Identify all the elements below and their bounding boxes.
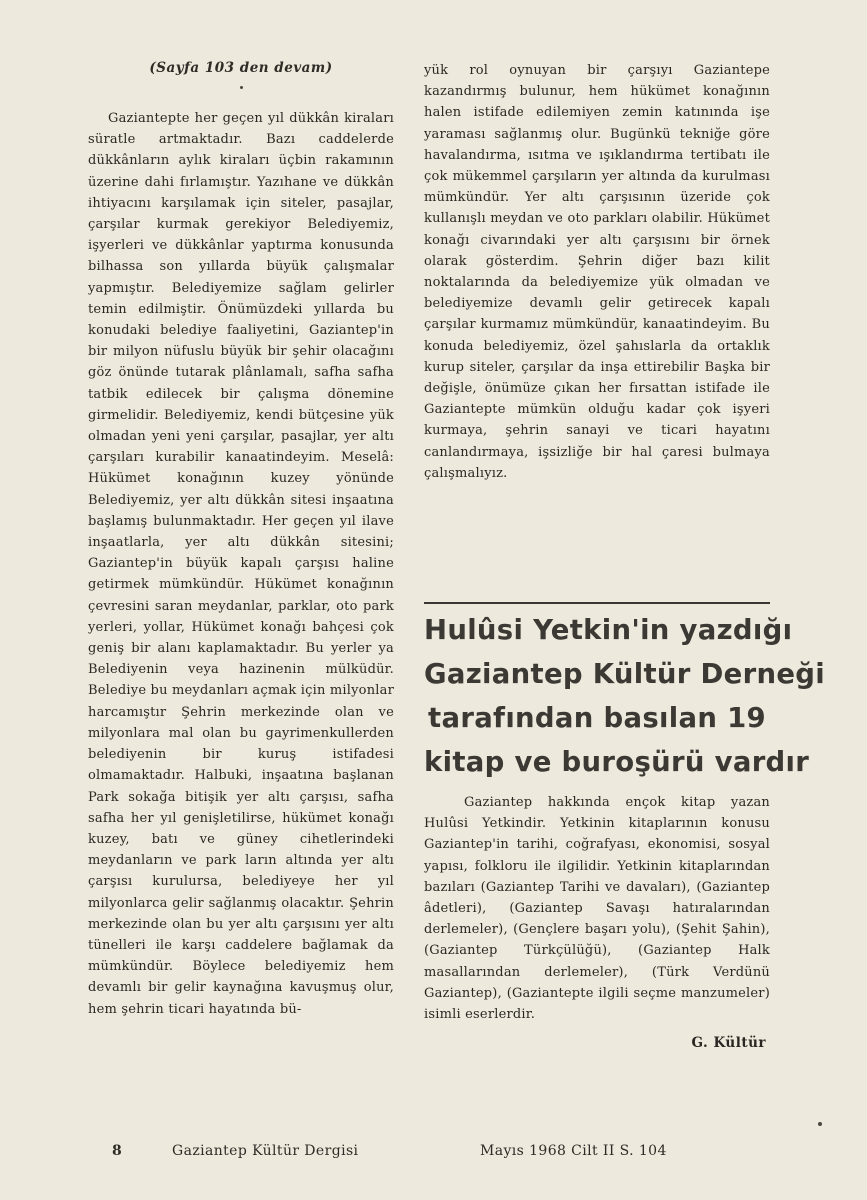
headline-line-1: Hulûsi Yetkin'in yazdığı	[424, 614, 793, 646]
left-article-paragraph: Gaziantepte her geçen yıl dükkân kiraları süratle artmaktadır. Bazı caddelerde dükkânların aylık kiraları üçbin rakamının üzerine dahi fırlamıştır. Yazıhane ve dükkân ihtiyacını karşılamak için siteler, pasajlar, çarşılar kurmak gerekiyor Belediyemiz, işyerleri ve dükkânlar yaptırma konusunda bilhassa son yıllarda büyük çalışmalar yapmıştır. Belediyemize sağlam gelirler temin edilmiştir. Önümüzdeki yıllarda bu konudaki belediye faaliyetini, Gaziantep'in bir milyon nüfuslu büyük bir şehir olacağını göz önünde tutarak plânlamalı, safha safha tatbik edilecek bir çalışma dönemine girmelidir. Belediyemiz, kendi bütçesine yük olmadan yeni yeni çarşılar, pasajlar, yer altı çarşıları kurabilir kanaatindeyim. Meselâ: Hükümet konağının kuzey yönünde Belediyemiz, yer altı dükkân sitesi inşaatına başlamış bulunmaktadır. Her geçen yıl ilave inşaatlarla, yer altı dükkân sitesini; Gaziantep'in büyük kapalı çarşısı haline getirmek mümkündür. Hükümet konağının çevresini saran meydanlar, parklar, oto park yerleri, yollar, Hükümet konağı bahçesi çok geniş bir alanı kaplamaktadır. Bu yerler ya Belediyenin veya hazinenin mülküdür. Belediye bu meydanları açmak için milyonlar harcamıştır Şehrin merkezinde olan ve milyonlara mal olan bu gayrimenkullerden belediyenin bir kuruş istifadesi olmamaktadır. Halbuki, inşaatına başlanan Park sokağa bitişik yer altı çarşısı, safha safha her yıl genişletilirse, hükümet konağı kuzey, batı ve güney cihetlerindeki meydanların ve park ların altında yer altı çarşısı kurulursa, belediyeye her yıl milyonlarca gelir sağlanmış olacaktır. Şehrin merkezinde olan bu yer altı çarşısını yer altı tünelleri ile karşı caddelere bağlamak da mümkündür. Böylece belediyemiz hem devamlı bir gelir kaynağına kavuşmuş olur, hem şehrin ticari hayatında bü-	[88, 111, 394, 1017]
print-speck	[818, 1122, 822, 1126]
page-number: 8	[112, 1143, 123, 1159]
author-signature: G. Kültür	[691, 1035, 766, 1052]
article-headline	[424, 608, 826, 784]
left-column	[88, 60, 394, 1020]
headline-line-3: tarafından basılan 19	[428, 702, 766, 734]
section-divider	[424, 602, 770, 604]
headline-line-4: kitap ve buroşürü vardır	[424, 746, 810, 778]
right-column	[424, 60, 770, 484]
headline-line-2: Gaziantep Kültür Derneği	[424, 658, 826, 690]
book-article	[424, 792, 770, 1051]
magazine-title: Gaziantep Kültür Dergisi	[172, 1143, 359, 1159]
print-speck	[240, 86, 243, 89]
continuation-note: (Sayfa 103 den devam)	[149, 60, 333, 76]
right-article-paragraph: yük rol oynuyan bir çarşıyı Gaziantepe kazandırmış bulunur, hem hükümet konağının halen istifade edilemiyen zemin katınında işe yaraması sağlanmış olur. Bugünkü tekniğe göre havalandırma, ısıtma ve ışıklandırma tertibatı ile çok mükemmel çarşıların yer altında da kurulması mümkündür. Yer altı çarşısının üzeride çok kullanışlı meydan ve oto parkları olabilir. Hükümet konağı civarındaki yer altı çarşısını bir örnek olarak gösterdim. Şehrin diğer bazı kilit noktalarında da belediyemize yük olmadan ve belediyemize devamlı gelir getirecek kapalı çarşılar kurmamız mümkündür, kanaatindeyim. Bu konuda belediyemiz, özel şahıslarla da ortaklık kurup siteler, çarşılar da inşa ettirebilir Başka bir değişle, önümüze çıkan her fırsattan istifade ile Gaziantepte mümkün olduğu kadar çok işyeri kurmaya, şehrin sanayi ve ticari hayatını canlandırmaya, işsizliğe bir hal çaresi bulmaya çalışmalıyız.	[424, 63, 770, 481]
issue-info: Mayıs 1968 Cilt II S. 104	[480, 1143, 667, 1159]
book-article-paragraph: Gaziantep hakkında ençok kitap yazan Hulûsi Yetkindir. Yetkinin kitaplarının konusu Gaziantep'in tarihi, coğrafyası, ekonomisi, sosyal yapısı, folkloru ile ilgilidir. Yetkinin kitaplarından bazıları (Gaziantep Tarihi ve davaları), (Gaziantep âdetleri), (Gaziantep Savaşı hatıralarından derlemeler), (Gençlere başarı yolu), (Şehit Şahin), (Gaziantep Türkçülüğü), (Gaziantep Halk masallarından derlemeler), (Türk Verdünü Gaziantep), (Gaziantepte ilgili seçme manzumeler) isimli eserlerdir.	[424, 795, 770, 1023]
